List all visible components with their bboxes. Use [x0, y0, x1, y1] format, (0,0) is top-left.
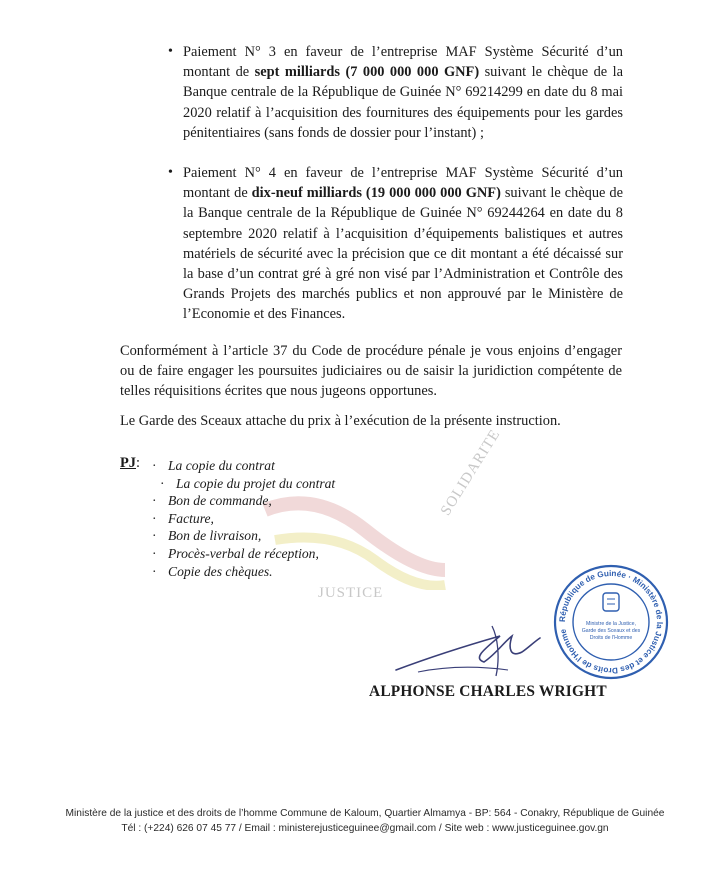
footer-contact: Tél : (+224) 626 07 45 77 / Email : ministerejusticeguinee@gmail.com / Site web : www.justiceguinee.gov.gn: [121, 823, 609, 834]
svg-text:République de Guinée · Ministè: République de Guinée · Ministère de la Justice et des Droits de l'Homme: [557, 568, 665, 676]
watermark-justice: JUSTICE: [318, 585, 384, 601]
payment-4-suffix: suivant le chèque de la Banque centrale de la République de Guinée N° 69244264 en date du 8 septembre 2020 relatif à l’acquisition d’équipements balistiques et autres matériels de sécurité avec la précision que ce dit montant a été décaissé sur la base d’un contrat gré à gré non visé par l’Administration et Contrôle des Grands Projets des marchés publics et non approuvé par le Ministère de l’Economie et des Finances.: [183, 185, 623, 323]
official-stamp-seal: [552, 563, 670, 681]
payment-3-amount: sept milliards (7 000 000 000 GNF): [254, 64, 480, 81]
attachment-item: · La copie du contrat: [152, 457, 412, 475]
payment-3-prefix: Paiement N° 3 en faveur de l’entreprise MAF Système Sécurité d’un montant de: [183, 44, 623, 81]
footer: [55, 806, 675, 836]
attachment-item: · Copie des chèques.: [152, 563, 412, 581]
payment-4-amount: dix-neuf milliards (19 000 000 000 GNF): [251, 185, 501, 202]
payment-3-suffix: suivant le chèque de la Banque centrale de la République de Guinée N° 69214299 en date du 8 mai 2020 relatif à l’acquisition des fournitures des équipements pour les gardes pénitentiaires (sans fonds de dossier pour l’instant) ;: [183, 64, 623, 141]
svg-text:Droits de l'Homme: Droits de l'Homme: [589, 635, 633, 641]
attachment-item: · Bon de livraison,: [152, 527, 412, 545]
bullet-dot: •: [168, 44, 173, 59]
attachments-list: [152, 457, 412, 580]
paragraph-garde-des-sceaux: Le Garde des Sceaux attache du prix à l’exécution de la présente instruction.: [120, 413, 561, 429]
paragraph-conformement: Conformément à l’article 37 du Code de procédure pénale je vous enjoins d’engager ou de faire engager les poursuites judiciaires ou de saisir la juridiction compétente de telles réquisitions écrites que nous jugeons opportunes.: [120, 343, 622, 400]
attachment-item: · Procès-verbal de réception,: [152, 545, 412, 563]
watermark-solidarite: SOLIDARITE: [438, 426, 504, 519]
signatory-name: ALPHONSE CHARLES WRIGHT: [369, 683, 607, 700]
payment-item-4: [168, 163, 623, 325]
svg-text:Ministre de la Justice,: Ministre de la Justice,: [586, 621, 636, 627]
payment-item-3: [168, 42, 623, 143]
attachments-label: PJ:: [120, 455, 140, 471]
footer-address: Ministère de la justice et des droits de l’homme Commune de Kaloum, Quartier Almamya - BP: 564 - Conakry, République de Guinée: [65, 808, 665, 819]
bullet-dot: •: [168, 165, 173, 180]
attachment-item: · Bon de commande,: [152, 492, 412, 510]
attachment-item: · Facture,: [152, 510, 412, 528]
handwritten-signature: [388, 618, 548, 678]
svg-text:Garde des Sceaux et des: Garde des Sceaux et des: [581, 628, 641, 634]
payment-4-prefix: Paiement N° 4 en faveur de l’entreprise MAF Système Sécurité d’un montant de: [183, 165, 623, 202]
attachment-item: · La copie du projet du contrat: [160, 475, 412, 493]
